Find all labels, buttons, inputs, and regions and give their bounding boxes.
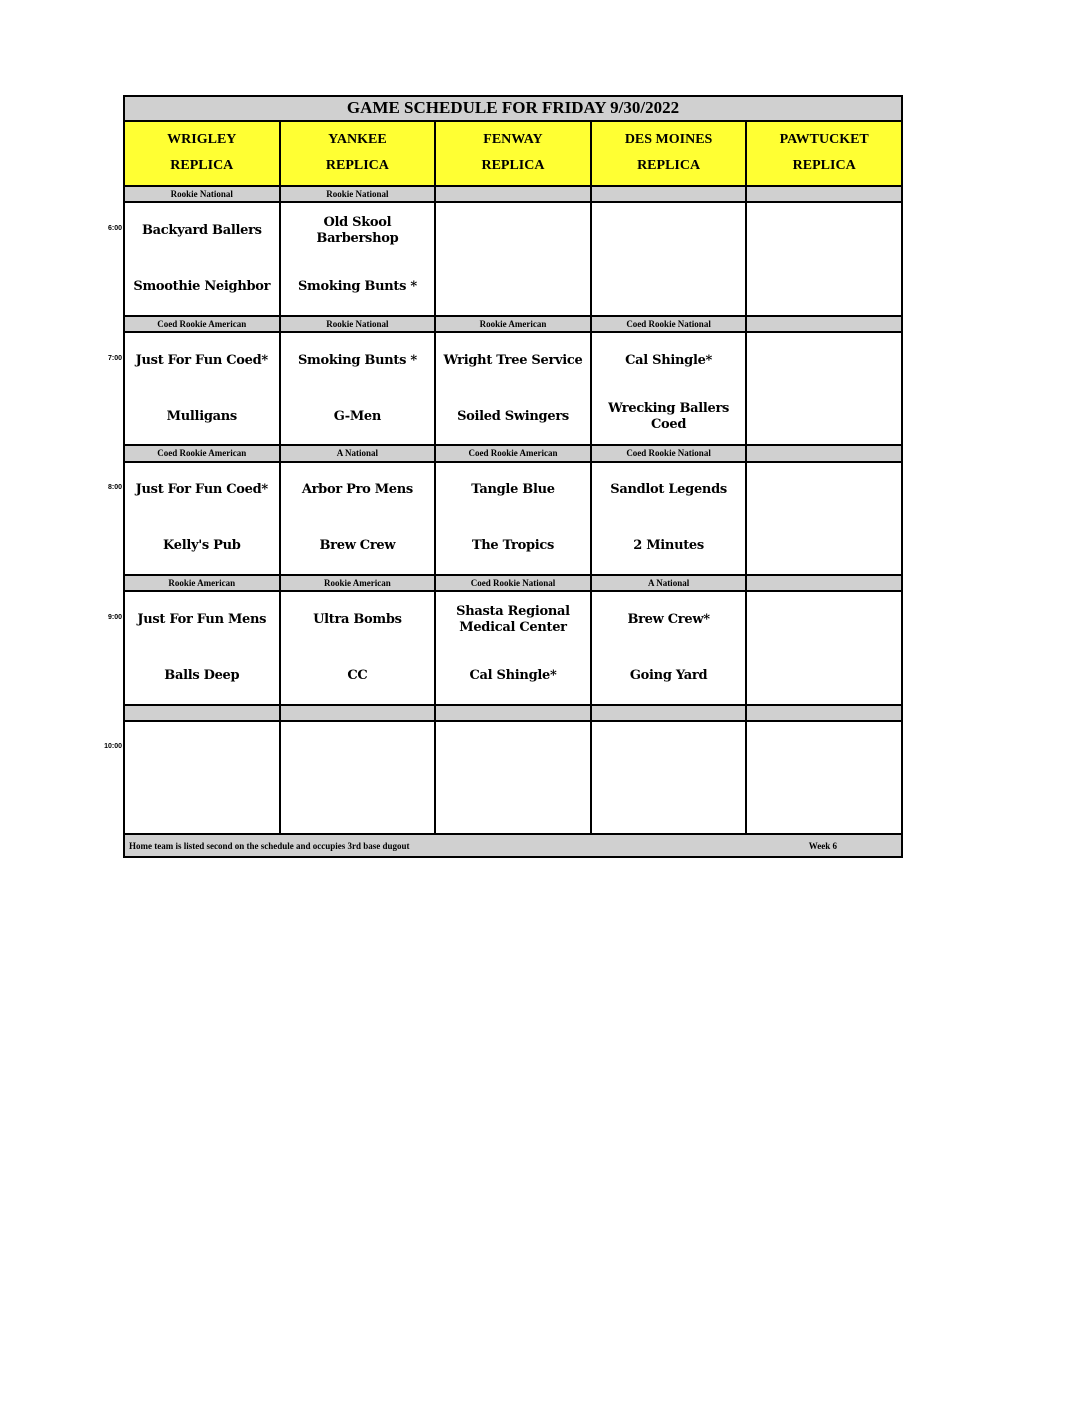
team-gap [436,380,590,398]
game-cell [435,332,591,445]
field-sub: REPLICA [481,158,545,174]
home-team: CC [347,667,368,683]
team-gap [281,509,435,527]
schedule-body [124,96,902,857]
division-label: A National [280,445,436,461]
field-header [124,121,280,186]
division-row [124,316,902,332]
division-row [124,705,902,721]
away-team: Brew Crew* [627,611,710,627]
home-team [592,268,746,306]
game-cell [435,202,591,315]
division-row [124,445,902,461]
division-label [746,575,902,591]
team-gap [125,250,279,268]
game-cell [746,721,902,834]
away-team [747,731,901,769]
time-label: 8:00 [107,484,122,491]
home-team [747,527,901,565]
game-cell [591,332,747,445]
game-row [124,721,902,834]
division-label: A National [591,575,747,591]
away-team: Cal Shingle* [625,352,713,368]
game-cell [435,591,591,704]
home-team: Smoking Bunts * [297,278,417,294]
away-team [125,731,279,769]
game-cell [124,591,280,704]
home-team: Wrecking Ballers Coed [608,400,730,432]
time-label: 9:00 [107,613,122,621]
team-gap [281,380,435,398]
division-label: Coed Rookie National [591,316,747,332]
division-label [746,705,902,721]
division-label: Coed Rookie American [124,445,280,461]
team-gap [592,509,746,527]
team-gap [125,769,279,787]
division-row [124,186,902,202]
division-label [591,705,747,721]
field-name: WRIGLEY [167,132,237,148]
game-cell [591,462,747,575]
team-gap [436,250,590,268]
home-team: Kelly's Pub [163,538,241,554]
away-team [747,471,901,509]
team-gap [436,639,590,657]
game-cell [280,462,436,575]
team-gap [281,769,435,787]
team-gap [592,250,746,268]
home-team [436,268,590,306]
time-label: 7:00 [107,354,122,362]
division-label: Rookie National [280,186,436,202]
away-team [592,731,746,769]
game-cell [435,721,591,834]
field-header [746,121,902,186]
home-team [747,268,901,306]
game-cell [746,332,902,445]
field-header [591,121,747,186]
game-row [124,462,902,575]
field-name: YANKEE [328,132,387,148]
game-row [124,202,902,315]
home-team [592,787,746,825]
home-team: Balls Deep [164,667,240,683]
game-row [124,591,902,704]
footer-note: Home team is listed second on the schedule and occupies 3rd base dugout [129,840,410,851]
division-label: Coed Rookie American [435,445,591,461]
game-row [124,332,902,445]
footer-row [124,834,902,857]
home-team: Smoothie Neighbor [133,278,271,294]
field-name: PAWTUCKET [779,132,869,148]
division-label: Coed Rookie National [591,445,747,461]
away-team: Sandlot Legends [610,482,727,498]
away-team [436,731,590,769]
division-label: Rookie American [280,575,436,591]
division-label [746,186,902,202]
division-label: Rookie American [124,575,280,591]
away-team [592,212,746,250]
away-team: Tangle Blue [471,482,555,498]
field-sub: REPLICA [792,158,856,174]
division-row [124,575,902,591]
game-cell [124,332,280,445]
game-cell [124,202,280,315]
schedule-title: GAME SCHEDULE FOR FRIDAY 9/30/2022 [124,96,902,121]
game-cell [746,462,902,575]
away-team: Arbor Pro Mens [301,482,413,498]
home-team: Going Yard [629,667,708,683]
division-label: Rookie National [124,186,280,202]
team-gap [747,509,901,527]
away-team [747,212,901,250]
field-header [280,121,436,186]
team-gap [592,380,746,398]
home-team [436,787,590,825]
division-label: Rookie National [280,316,436,332]
game-cell [124,462,280,575]
game-cell [591,721,747,834]
away-team: Ultra Bombs [313,611,402,627]
game-cell [591,591,747,704]
game-cell [280,591,436,704]
field-sub: REPLICA [170,158,234,174]
division-label: Coed Rookie National [435,575,591,591]
away-team: Smoking Bunts * [297,352,417,368]
team-gap [592,639,746,657]
game-cell [591,202,747,315]
away-team: Just For Fun Mens [137,611,267,627]
team-gap [747,639,901,657]
away-team: Old Skool Barbershop [316,214,399,246]
team-gap [436,769,590,787]
team-gap [747,380,901,398]
time-label: 6:00 [107,225,122,232]
division-label: Coed Rookie American [124,316,280,332]
home-team: 2 Minutes [633,538,704,554]
home-team [747,398,901,436]
game-cell [746,202,902,315]
home-team: G-Men [333,408,382,424]
team-gap [747,769,901,787]
game-cell [435,462,591,575]
footer-cell [124,834,902,857]
field-sub: REPLICA [325,158,389,174]
week-label: Week 6 [808,840,837,851]
home-team: The Tropics [471,538,555,554]
division-label: Rookie American [435,316,591,332]
game-cell [746,591,902,704]
field-name: DES MOINES [624,132,713,148]
division-label [435,705,591,721]
division-label [124,705,280,721]
team-gap [592,769,746,787]
field-header [435,121,591,186]
field-name: FENWAY [483,132,543,148]
division-label [746,316,902,332]
home-team: Mulligans [166,408,237,424]
away-team [436,212,590,250]
away-team [747,601,901,639]
team-gap [281,250,435,268]
away-team: Backyard Ballers [141,222,262,238]
away-team: Shasta Regional Medical Center [456,603,570,635]
team-gap [125,380,279,398]
division-label [591,186,747,202]
home-team: Brew Crew [319,538,396,554]
time-label: 10:00 [104,743,122,750]
team-gap [747,250,901,268]
team-gap [281,639,435,657]
home-team [747,787,901,825]
footer-wrap [125,841,901,851]
home-team: Cal Shingle* [469,667,557,683]
home-team: Soiled Swingers [457,408,569,424]
team-gap [125,509,279,527]
away-team [281,731,435,769]
home-team [281,787,435,825]
team-gap [436,509,590,527]
away-team: Wright Tree Service [443,352,583,368]
team-gap [125,639,279,657]
away-team: Just For Fun Coed* [135,352,268,368]
division-label [280,705,436,721]
division-label [746,445,902,461]
away-team [747,342,901,380]
title-row [124,96,902,121]
game-cell [280,721,436,834]
field-header-row [124,121,902,186]
game-cell [124,721,280,834]
division-label [435,186,591,202]
home-team [125,787,279,825]
field-sub: REPLICA [637,158,701,174]
away-team: Just For Fun Coed* [135,482,268,498]
game-cell [280,332,436,445]
schedule-table [123,95,903,858]
home-team [747,657,901,695]
game-cell [280,202,436,315]
